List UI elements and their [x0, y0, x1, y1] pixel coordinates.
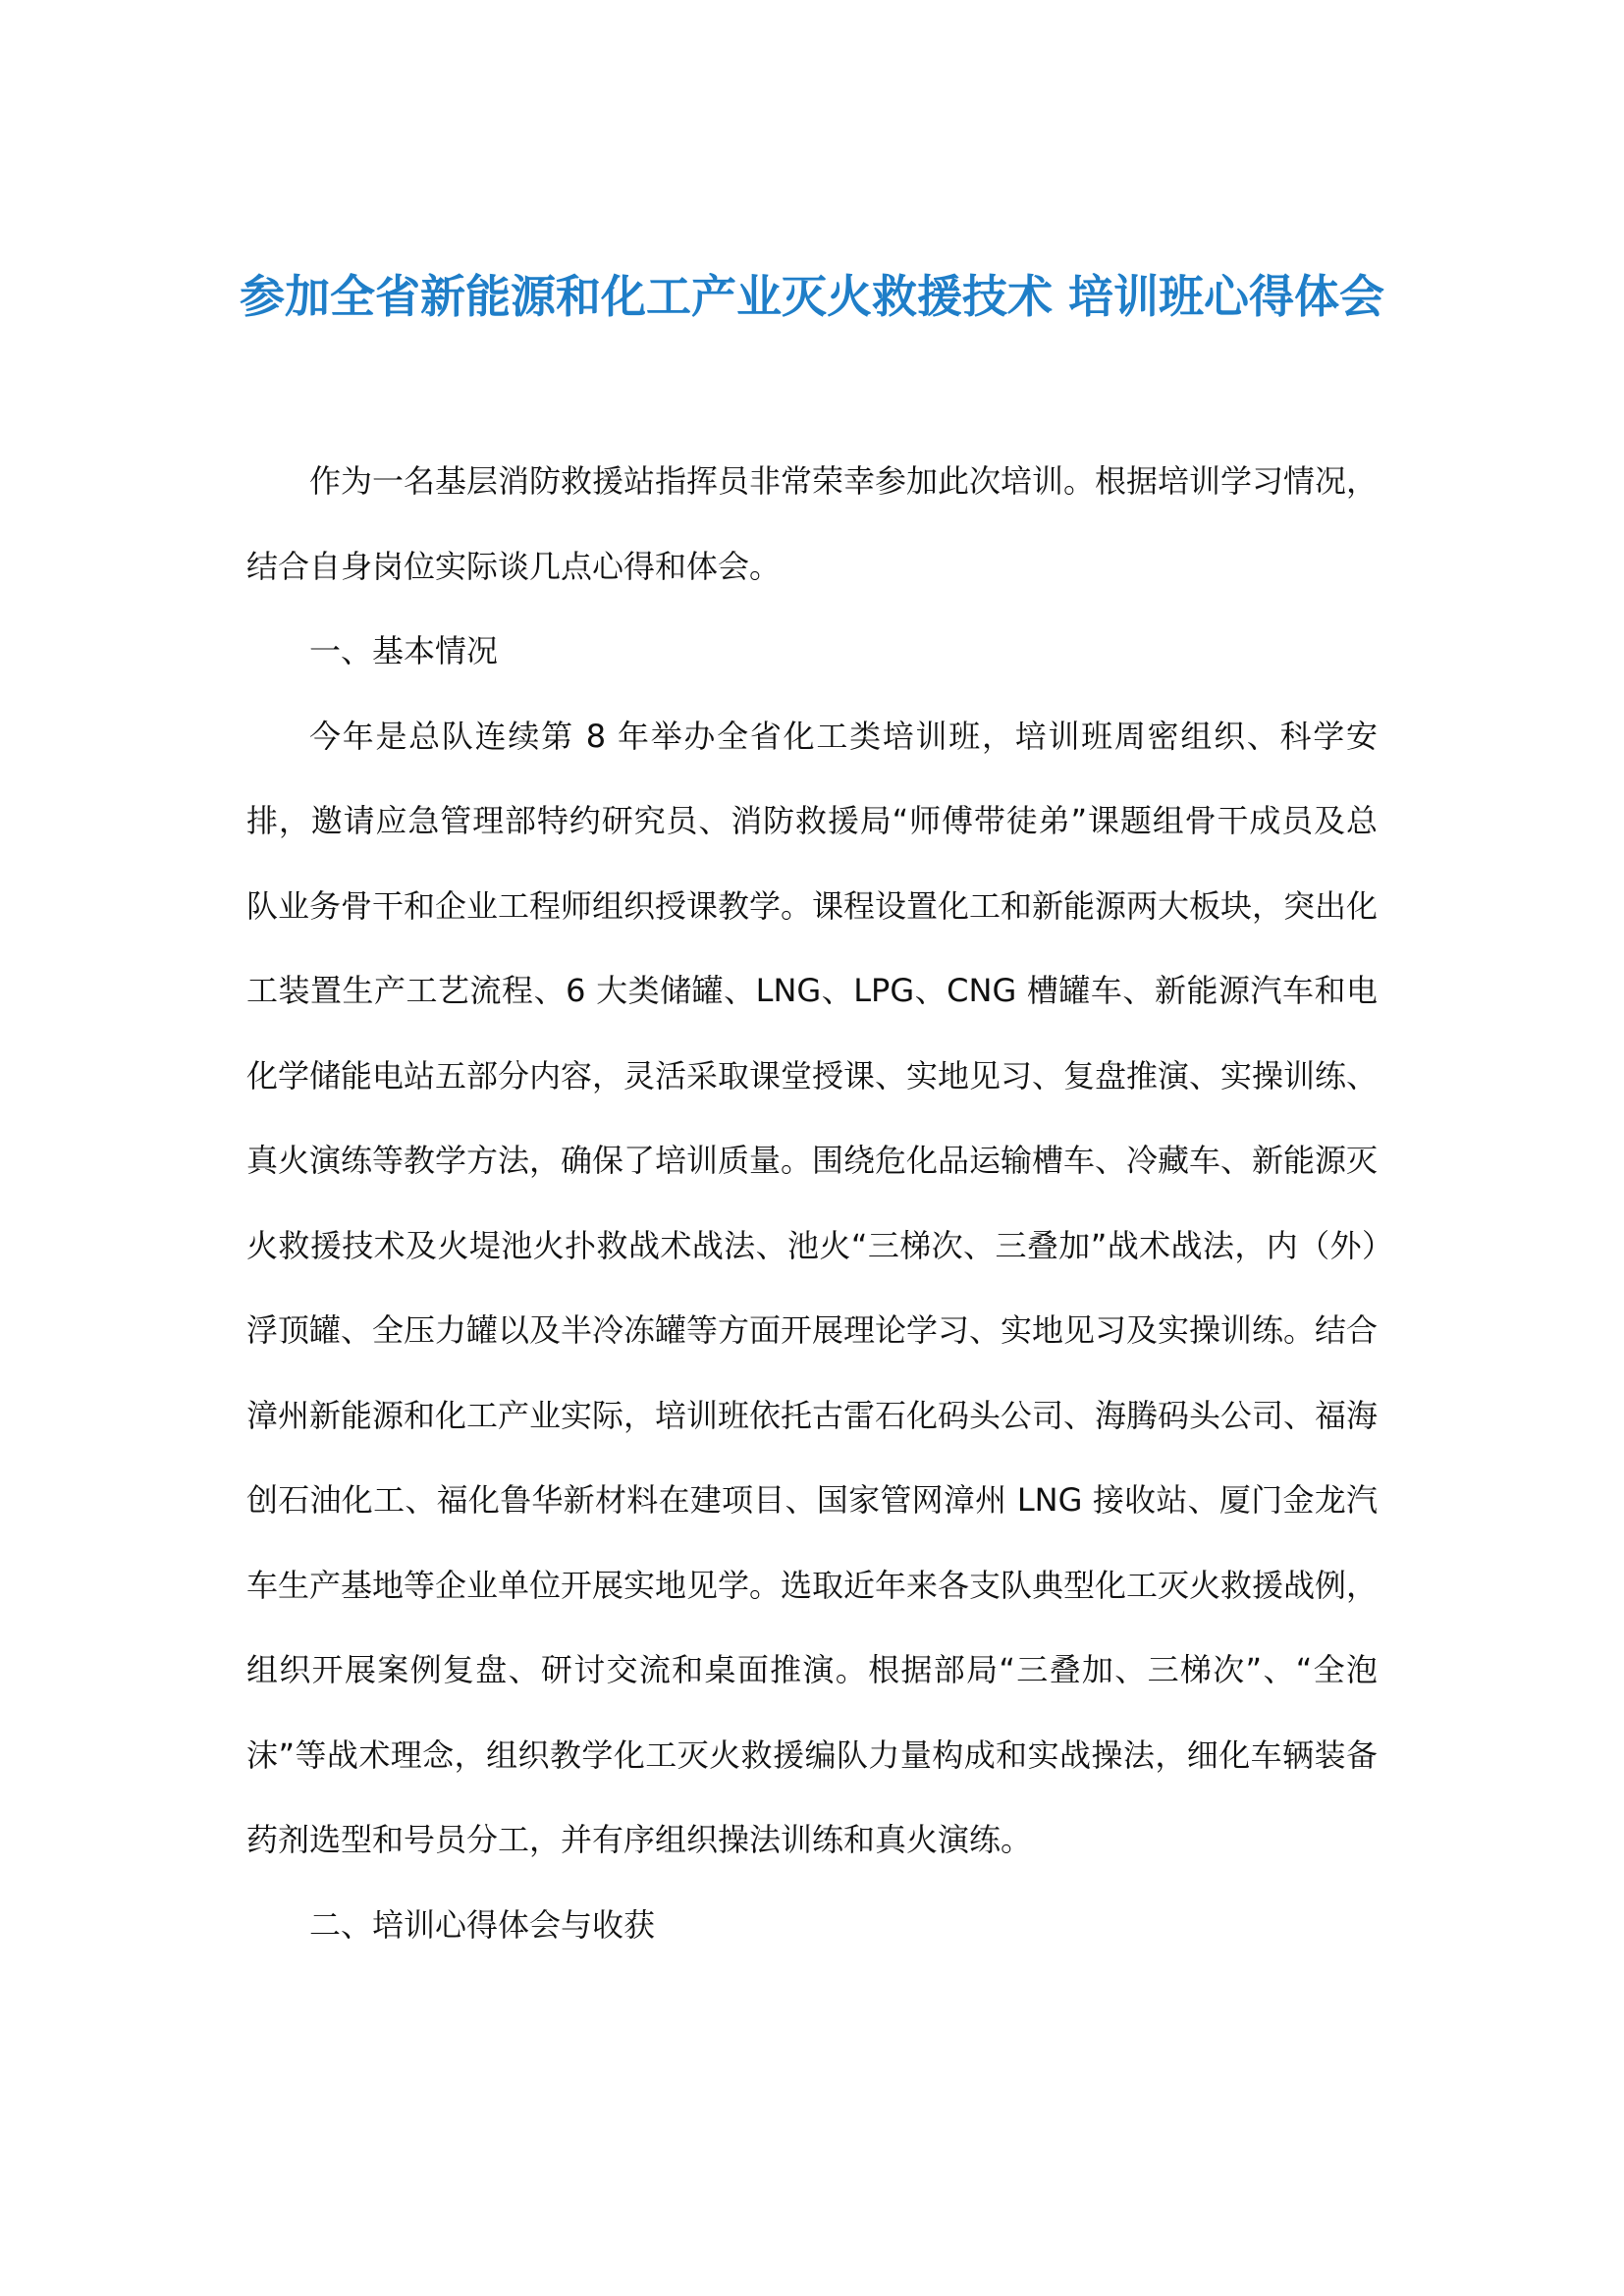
intro-paragraph: 作为一名基层消防救援站指挥员非常荣幸参加此次培训。根据培训学习情况，结合自身岗位实际谈几点心得和体会。 [246, 462, 1379, 585]
document-title: 参加全省新能源和化工产业灭火救援技术 培训班心得体会 [239, 270, 1384, 323]
basic-situation-paragraph: 今年是总队连续第 8 年举办全省化工类培训班，培训班周密组织、科学安排，邀请应急管理部特约研究员、消防救援局“师傅带徒弟”课题组骨干成员及总队业务骨干和企业工程师组织授课教学。课程设置化工和新能源两大板块，突出化工装置生产工艺流程、6 大类储罐、LNG、LPG、CNG 槽罐车、新能源汽车和电化学储能电站五部分内容，灵活采取课堂授课、实地见习、复盘推演、实操训练、真火演练等教学方法，确保了培训质量。围绕危化品运输槽车、冷藏车、新能源灭火救援技术及火堤池火扑救战术战法、池火“三梯次、三叠加”战术战法，内（外）浮顶罐、全压力罐以及半冷冻罐等方面开展理论学习、实地见习及实操训练。结合漳州新能源和化工产业实际，培训班依托古雷石化码头公司、海腾码头公司、福海创石油化工、福化鲁华新材料在建项目、国家管网漳州 LNG 接收站、厦门金龙汽车生产基地等企业单位开展实地见学。选取近年来各支队典型化工灭火救援战例，组织开展案例复盘、研讨交流和桌面推演。根据部局“三叠加、三梯次”、“全泡沫”等战术理念，组织教学化工灭火救援编队力量构成和实战操法，细化车辆装备药剂选型和号员分工，并有序组织操法训练和真火演练。 [246, 717, 1379, 1858]
section-heading-basic-situation: 一、基本情况 [309, 632, 499, 669]
section-heading-training-experience: 二、培训心得体会与收获 [309, 1905, 656, 1944]
document-body [246, 439, 1378, 1967]
